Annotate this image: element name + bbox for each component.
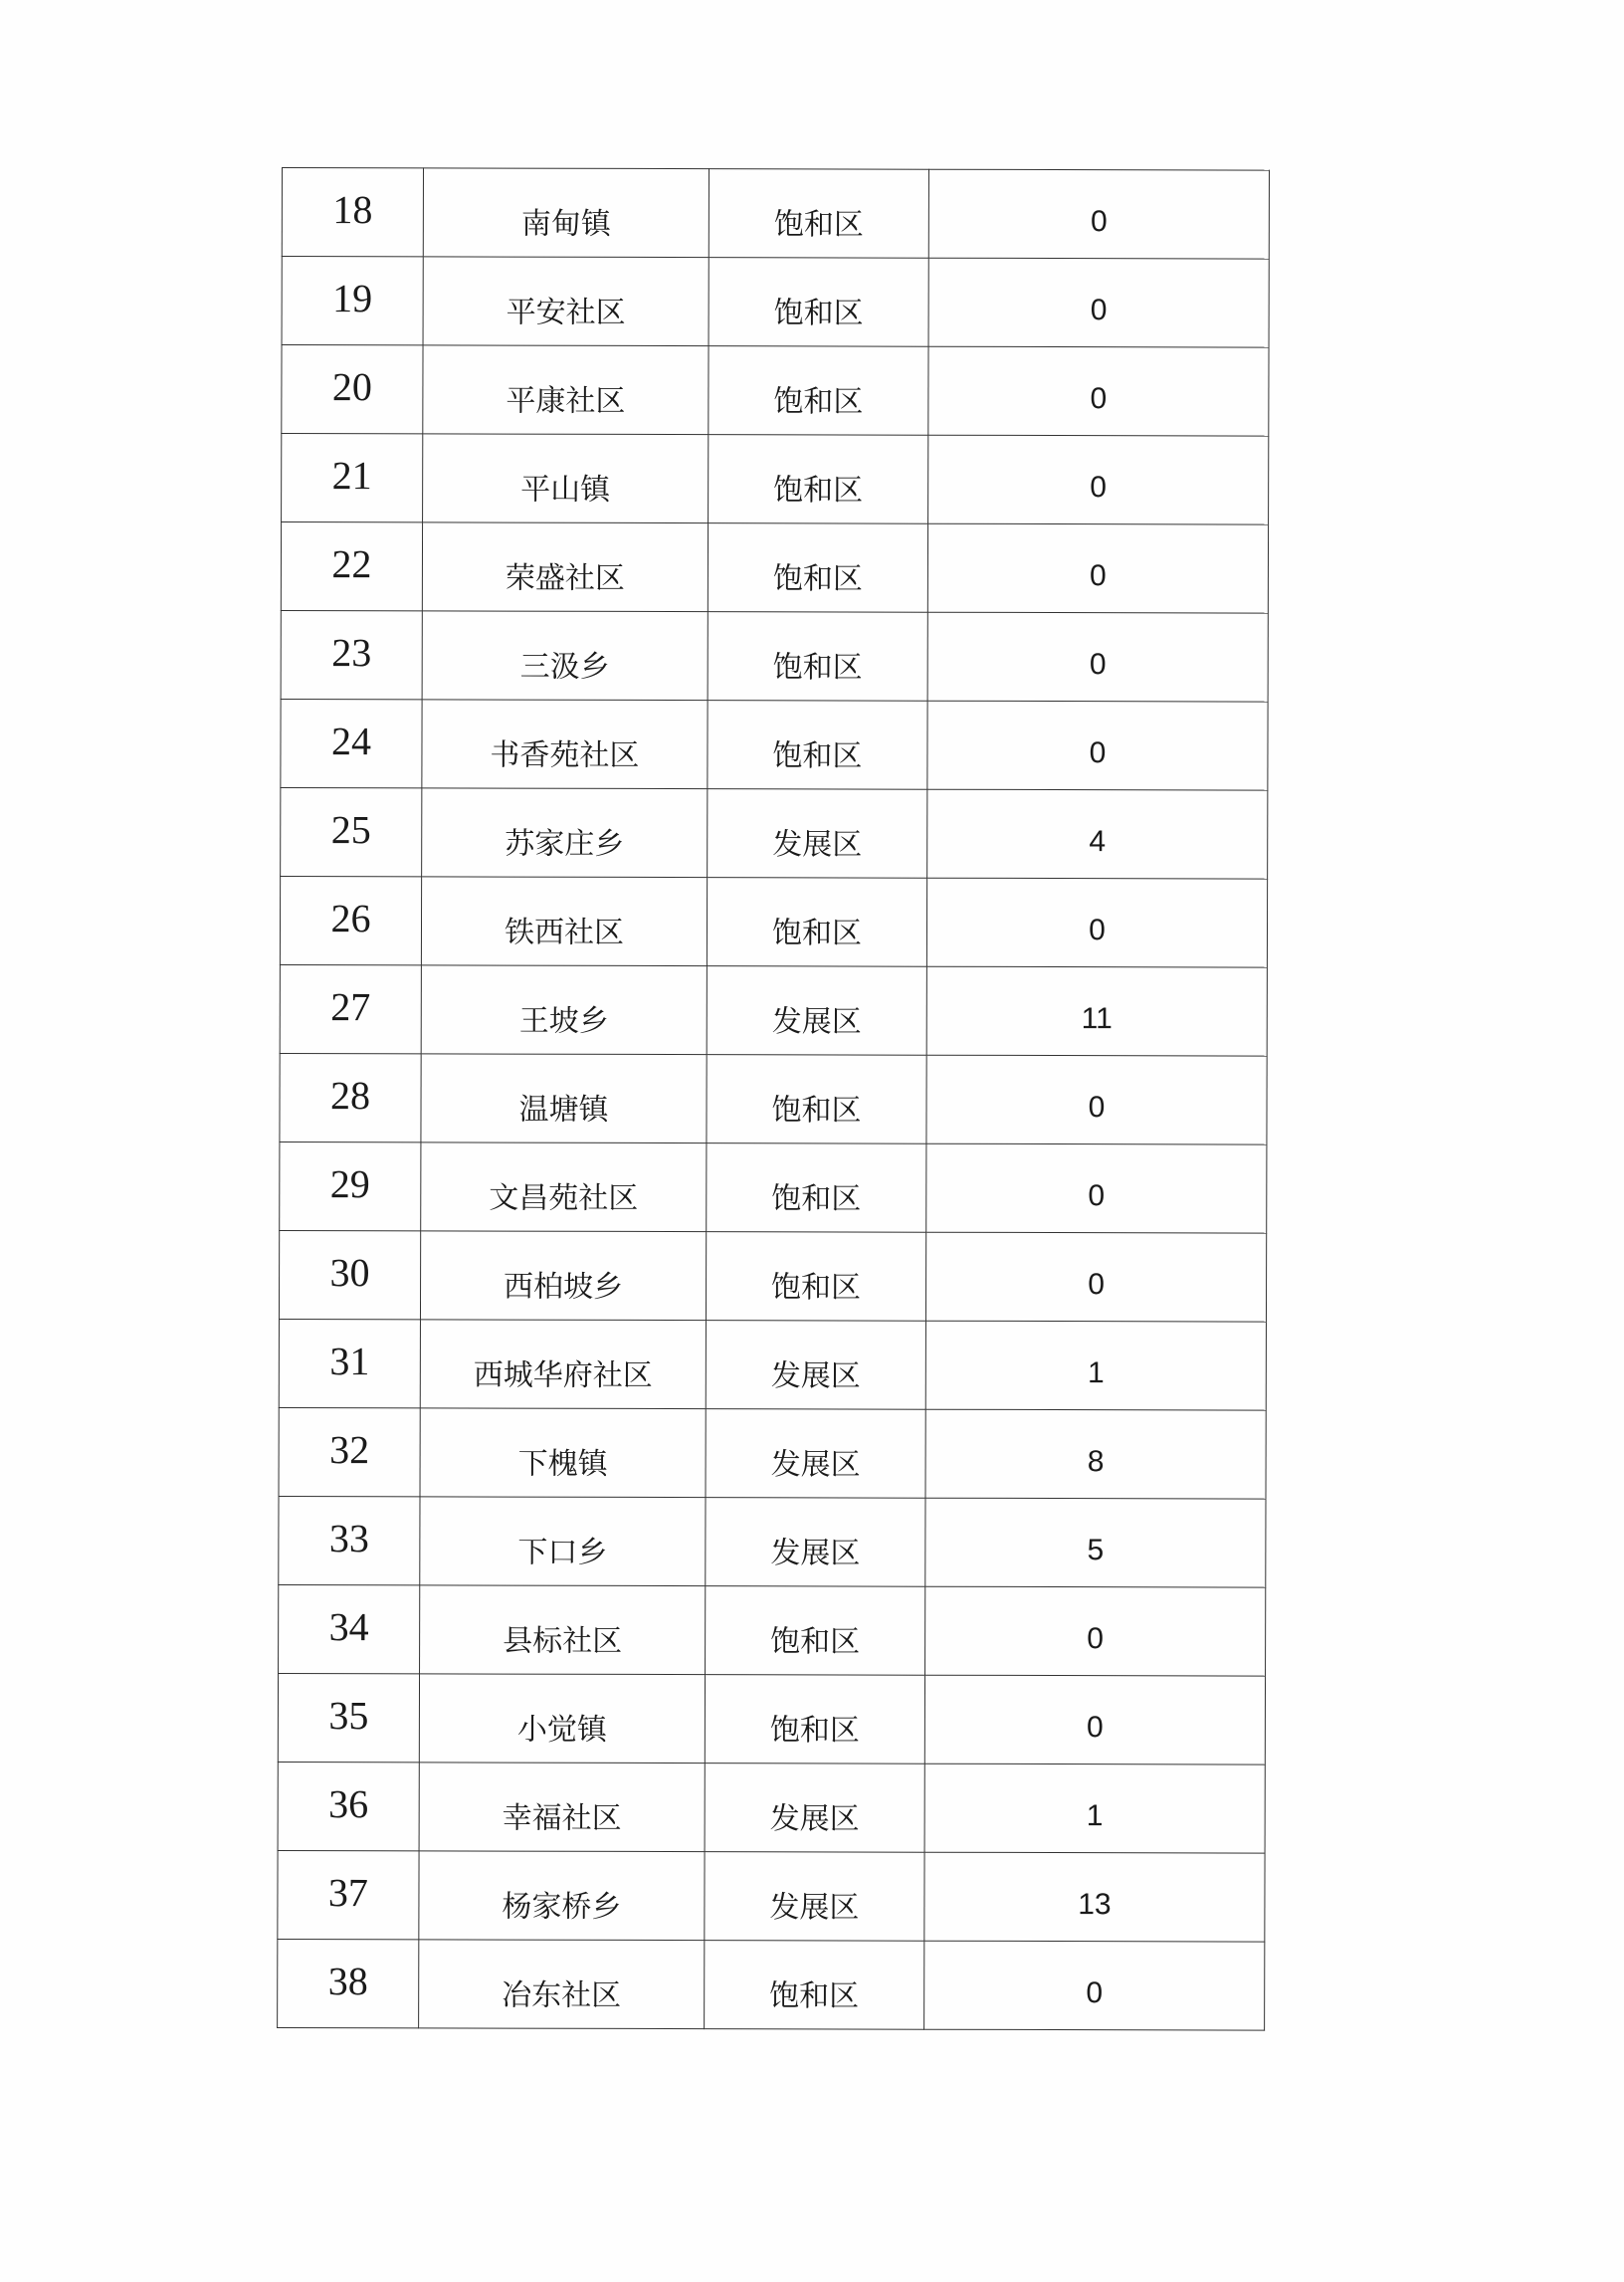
district-name: 荣盛社区 xyxy=(422,522,708,612)
row-number: 24 xyxy=(281,699,422,787)
table-row xyxy=(280,964,1267,1056)
row-number: 26 xyxy=(280,876,421,964)
row-number: 29 xyxy=(280,1141,421,1230)
count-value: 0 xyxy=(926,878,1267,967)
row-number: 23 xyxy=(281,610,422,699)
count-value: 0 xyxy=(927,523,1268,613)
zone-type: 饱和区 xyxy=(709,258,928,347)
district-name: 南甸镇 xyxy=(423,168,709,258)
district-name: 杨家桥乡 xyxy=(419,1851,705,1941)
zone-type: 饱和区 xyxy=(708,701,927,790)
table-row xyxy=(282,168,1269,260)
zone-type: 发展区 xyxy=(706,1498,925,1587)
row-number: 21 xyxy=(282,434,423,522)
table-row xyxy=(279,1230,1266,1322)
table-row xyxy=(280,1053,1267,1144)
zone-type: 发展区 xyxy=(705,1763,924,1853)
district-name: 平安社区 xyxy=(423,257,709,346)
row-number: 31 xyxy=(279,1319,420,1407)
district-name: 平康社区 xyxy=(423,345,709,435)
zone-type: 饱和区 xyxy=(707,1055,926,1144)
district-name: 县标社区 xyxy=(420,1585,706,1675)
count-value: 0 xyxy=(926,1143,1267,1233)
table-row xyxy=(279,1407,1266,1499)
count-value: 13 xyxy=(924,1852,1265,1942)
district-name: 平山镇 xyxy=(423,434,709,523)
count-value: 0 xyxy=(924,1675,1265,1764)
row-number: 18 xyxy=(282,168,423,257)
row-number: 28 xyxy=(280,1053,421,1141)
zone-type: 发展区 xyxy=(706,1321,925,1410)
district-name: 文昌苑社区 xyxy=(421,1142,707,1232)
row-number: 37 xyxy=(278,1850,419,1939)
table-row xyxy=(281,787,1268,879)
count-value: 8 xyxy=(925,1409,1266,1499)
row-number: 25 xyxy=(281,787,422,876)
district-name: 西城华府社区 xyxy=(420,1320,706,1409)
count-value: 5 xyxy=(925,1498,1266,1587)
district-name: 西柏坡乡 xyxy=(420,1231,706,1321)
table-row xyxy=(280,1141,1267,1233)
district-name: 下槐镇 xyxy=(420,1408,706,1498)
zone-type: 饱和区 xyxy=(709,169,928,259)
table-row xyxy=(281,699,1268,790)
district-name: 铁西社区 xyxy=(421,877,707,966)
row-number: 22 xyxy=(281,522,422,611)
zone-type: 饱和区 xyxy=(706,1232,925,1322)
table-row xyxy=(279,1319,1266,1410)
district-name: 苏家庄乡 xyxy=(422,788,708,878)
zone-type: 饱和区 xyxy=(709,435,928,524)
count-value: 0 xyxy=(925,1586,1266,1676)
row-number: 20 xyxy=(282,345,423,434)
district-table xyxy=(277,167,1270,2031)
district-name: 温塘镇 xyxy=(421,1054,707,1143)
row-number: 36 xyxy=(278,1762,419,1850)
count-value: 0 xyxy=(928,258,1269,347)
count-value: 0 xyxy=(927,701,1268,790)
zone-type: 饱和区 xyxy=(707,878,926,967)
district-name: 书香苑社区 xyxy=(422,700,708,789)
count-value: 0 xyxy=(925,1232,1266,1322)
zone-type: 发展区 xyxy=(708,789,927,879)
row-number: 32 xyxy=(279,1407,420,1496)
count-value: 0 xyxy=(927,612,1268,702)
count-value: 4 xyxy=(927,789,1268,879)
zone-type: 饱和区 xyxy=(708,612,927,702)
zone-type: 饱和区 xyxy=(707,1143,926,1233)
row-number: 33 xyxy=(279,1496,420,1584)
count-value: 0 xyxy=(928,435,1269,524)
table-row xyxy=(278,1673,1265,1764)
zone-type: 发展区 xyxy=(707,966,926,1056)
zone-type: 发展区 xyxy=(705,1852,924,1942)
count-value: 1 xyxy=(925,1321,1266,1410)
count-value: 0 xyxy=(924,1941,1265,2030)
district-name: 冶东社区 xyxy=(419,1940,705,2029)
zone-type: 饱和区 xyxy=(705,1675,924,1764)
table-row xyxy=(282,434,1269,525)
table-body xyxy=(278,168,1270,2031)
table-row xyxy=(278,1939,1265,2030)
district-name: 小觉镇 xyxy=(419,1674,705,1763)
zone-type: 饱和区 xyxy=(708,523,927,613)
count-value: 11 xyxy=(926,966,1267,1056)
table-row xyxy=(282,345,1269,437)
table-row xyxy=(279,1496,1266,1587)
zone-type: 饱和区 xyxy=(706,1586,925,1676)
count-value: 0 xyxy=(928,346,1269,436)
district-name: 三汲乡 xyxy=(422,611,708,701)
table-row xyxy=(279,1584,1266,1676)
district-name: 王坡乡 xyxy=(421,965,707,1055)
row-number: 34 xyxy=(279,1584,420,1673)
row-number: 35 xyxy=(278,1673,419,1762)
district-name: 幸福社区 xyxy=(419,1763,705,1852)
row-number: 19 xyxy=(282,257,423,345)
zone-type: 发展区 xyxy=(706,1409,925,1499)
table-row xyxy=(282,257,1269,348)
row-number: 30 xyxy=(279,1230,420,1319)
table-row xyxy=(281,610,1268,702)
count-value: 0 xyxy=(928,169,1269,259)
row-number: 27 xyxy=(280,964,421,1053)
table-row xyxy=(278,1762,1265,1853)
table-row xyxy=(281,522,1268,614)
table-row xyxy=(280,876,1267,967)
table-container xyxy=(277,167,1269,2031)
count-value: 0 xyxy=(926,1055,1267,1144)
district-name: 下口乡 xyxy=(420,1497,706,1586)
count-value: 1 xyxy=(924,1763,1265,1853)
zone-type: 饱和区 xyxy=(705,1941,924,2030)
row-number: 38 xyxy=(278,1939,419,2027)
table-row xyxy=(278,1850,1265,1942)
zone-type: 饱和区 xyxy=(709,346,928,436)
